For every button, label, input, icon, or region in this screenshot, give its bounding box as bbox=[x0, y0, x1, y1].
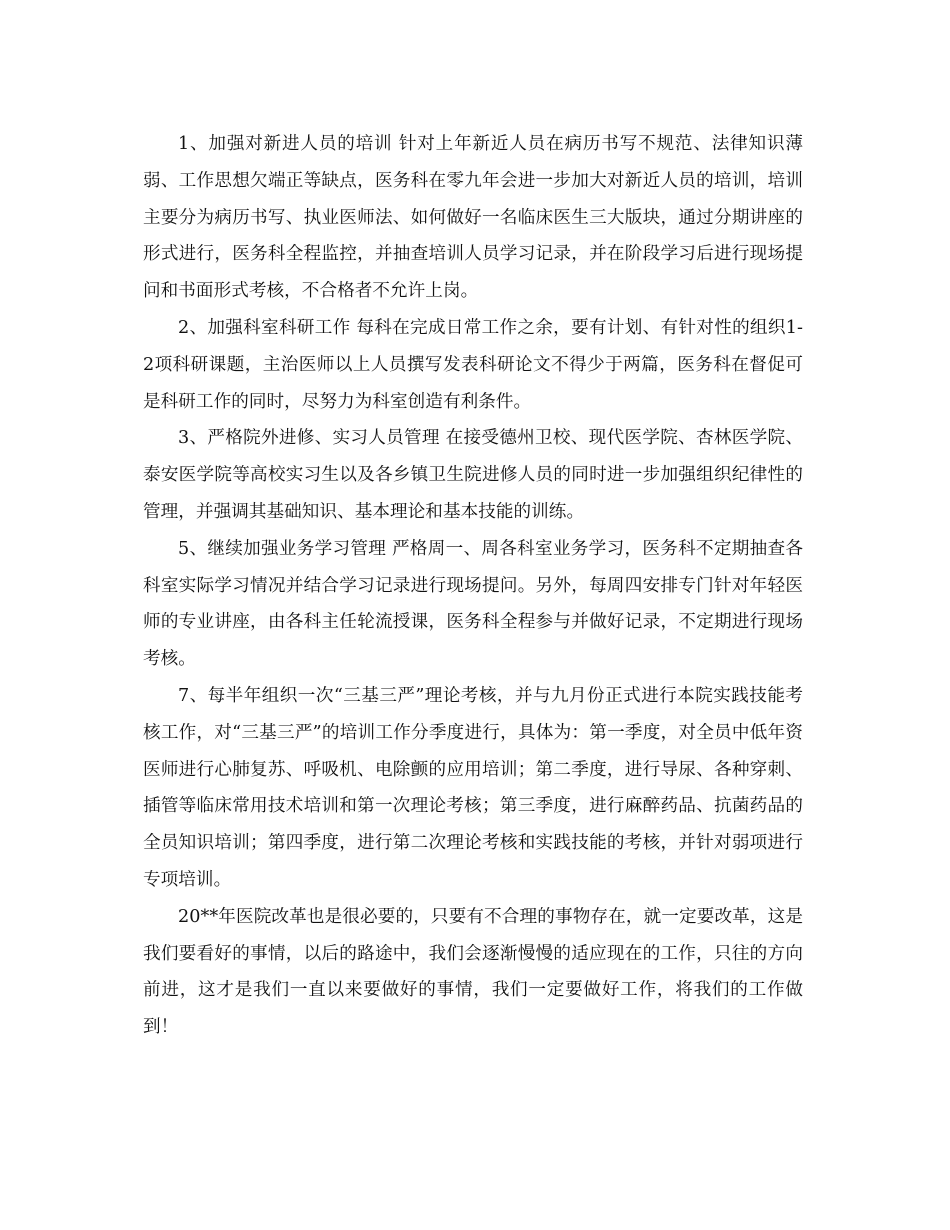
paragraph-intern-management: 3、严格院外进修、实习人员管理 在接受德州卫校、现代医学院、杏林医学院、泰安医学院等高校实习生以及各乡镇卫生院进修人员的同时进一步加强组织纪律性的管理，并强调其基础知识、基本理论和基本技能的训练。 bbox=[143, 428, 803, 522]
document-body bbox=[143, 126, 803, 1046]
paragraph-training-new-staff: 1、加强对新进人员的培训 针对上年新近人员在病历书写不规范、法律知识薄弱、工作思想欠端正等缺点，医务科在零九年会进一步加大对新近人员的培训，培训主要分为病历书写、执业医师法、如何做好一名临床医生三大版块，通过分期讲座的形式进行，医务科全程监控，并抽查培训人员学习记录，并在阶段学习后进行现场提问和书面形式考核，不合格者不允许上岗。 bbox=[143, 134, 803, 302]
paragraph-research-work: 2、加强科室科研工作 每科在完成日常工作之余，要有计划、有针对性的组织1-2项科研课题，主治医师以上人员撰写发表科研论文不得少于两篇，医务科在督促可是科研工作的同时，尽努力为科室创造有利条件。 bbox=[143, 317, 803, 412]
paragraph-three-basics-exam: 7、每半年组织一次“三基三严”理论考核，并与九月份正式进行本院实践技能考核工作，对“三基三严”的培训工作分季度进行，具体为：第一季度，对全员中低年资医师进行心肺复苏、呼吸机、电除颤的应用培训；第二季度，进行导尿、各种穿刺、插管等临床常用技术培训和第一次理论考核；第三季度，进行麻醉药品、抗菌药品的全员知识培训；第四季度，进行第二次理论考核和实践技能的考核，并针对弱项进行专项培训。 bbox=[143, 685, 803, 890]
paragraph-study-management: 5、继续加强业务学习管理 严格周一、周各科室业务学习，医务科不定期抽查各科室实际学习情况并结合学习记录进行现场提问。另外，每周四安排专门针对年轻医师的专业讲座，由各科主任轮流授课，医务科全程参与并做好记录，不定期进行现场考核。 bbox=[143, 538, 803, 670]
paragraph-hospital-reform: 20**年医院改革也是很必要的，只要有不合理的事物存在，就一定要改革，这是我们要看好的事情，以后的路途中，我们会逐渐慢慢的适应现在的工作，只往的方向前进，这才是我们一直以来要做好的事情，我们一定要做好工作，将我们的工作做到！ bbox=[143, 906, 803, 1038]
